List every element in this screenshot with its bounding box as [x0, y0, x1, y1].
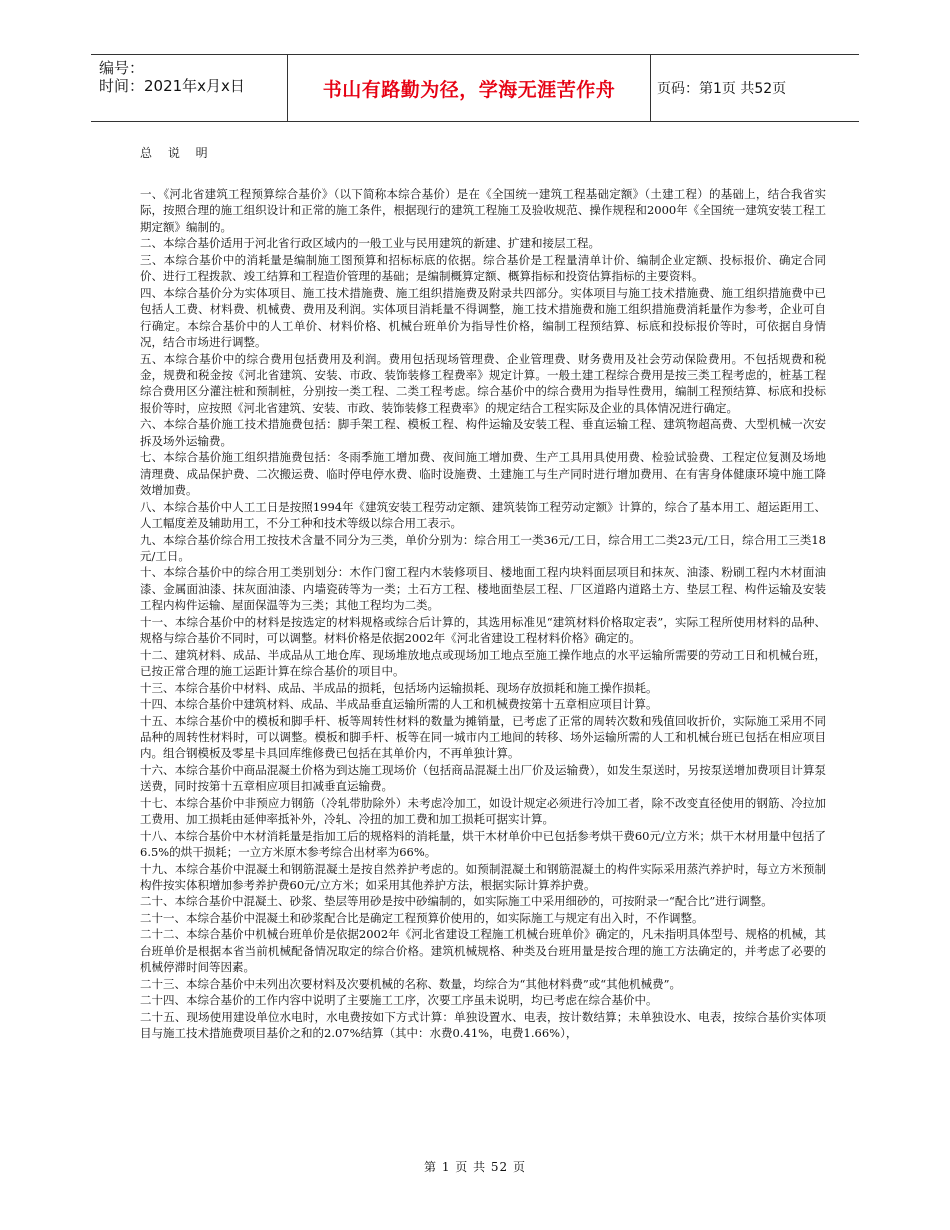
- clause-paragraph: 二十、本综合基价中混凝土、砂浆、垫层等用砂是按中砂编制的，如实际施工中采用细砂的，可按附录一“配合比”进行调整。: [140, 894, 773, 909]
- document-body: [140, 186, 826, 1042]
- clause-paragraph: 十九、本综合基价中混凝土和钢筋混凝土是按自然养护考虑的。如预制混凝土和钢筋混凝土的构件实际采用蒸汽养护时，每立方米预制构件按实体积增加参考养护费60元/立方米；如采用其他养护方法，根据实际计算养护费。: [140, 861, 826, 893]
- clause-paragraph: 十六、本综合基价中商品混凝土价格为到达施工现场价（包括商品混凝土出厂价及运输费），如发生泵送时，另按泵送增加费项目计算泵送费，同时按第十五章相应项目扣减垂直运输费。: [140, 762, 826, 794]
- header-page-info-cell: [657, 55, 857, 121]
- header-meta: [99, 55, 287, 125]
- clause-paragraph: 十三、本综合基价中材料、成品、半成品的损耗，包括场内运输损耗、现场存放损耗和施工操作损耗。: [140, 680, 658, 695]
- clause-paragraph: 十七、本综合基价中非预应力钢筋（冷轧带肋除外）未考虑冷加工，如设计规定必须进行冷加工者，除不改变直径使用的钢筋、冷拉加工费用、加工损耗由延伸率抵补外，冷轧、冷扭的加工费和加工损耗可据实计算。: [140, 795, 826, 827]
- header-motto-cell: [287, 55, 651, 121]
- clause-paragraph: 五、本综合基价中的综合费用包括费用及利润。费用包括现场管理费、企业管理费、财务费用及社会劳动保险费用。不包括规费和税金，规费和税金按《河北省建筑、安装、市政、装饰装修工程费率》规定计算。一般土建工程综合费用是按三类工程考虑的，桩基工程综合费用区分灌注桩和预制桩，分别按一类工程、二类工程考虑。综合基价中的综合费用为指导性费用，编制工程预结算、标底和投标报价等时，应按照《河北省建筑、安装、市政、装饰装修工程费率》的规定结合工程实际及企业的具体情况进行确定。: [140, 351, 826, 415]
- clause-paragraph: 九、本综合基价综合用工按技术含量不同分为三类，单价分别为：综合用工一类36元/工日，综合用工二类23元/工日，综合用工三类18元/工日。: [140, 532, 826, 563]
- clause-paragraph: 十、本综合基价中的综合用工类别划分：木作门窗工程内木装修项目、楼地面工程内块料面层项目和抹灰、油漆、粉刷工程内木材面油漆、金属面油漆、抹灰面油漆、内墙瓷砖等为一类；土石方工程、楼地面垫层工程、厂区道路内道路土方、垫层工程、构件运输及安装工程内构件运输、屋面保温等为三类；其他工程均为二类。: [140, 565, 826, 613]
- header-motto: 书山有路勤为径，学海无涯苦作舟: [322, 78, 616, 101]
- page-header: [91, 54, 859, 122]
- clause-paragraph: 八、本综合基价中人工工日是按照1994年《建筑安装工程劳动定额、建筑装饰工程劳动定额》计算的，综合了基本用工、超运距用工、人工幅度差及辅助用工，不分工种和技术等级以综合用工表示。: [140, 499, 826, 531]
- header-page-info: 页码：第1页 共52页: [657, 81, 787, 97]
- clause-paragraph: 七、本综合基价施工组织措施费包括：冬雨季施工增加费、夜间施工增加费、生产工具用具使用费、检验试验费、工程定位复测及场地清理费、成品保护费、二次搬运费、临时停电停水费、临时设施费、土建施工与生产同时进行增加费用、在有害身体健康环境中施工降效增加费。: [140, 450, 826, 498]
- clause-paragraph: 三、本综合基价中的消耗量是编制施工图预算和招标标底的依据。综合基价是工程量清单计价、编制企业定额、投标报价、确定合同价、进行工程拨款、竣工结算和工程造价管理的基础；是编制概算定额、概算指标和投资估算指标的主要资料。: [140, 252, 826, 284]
- clause-paragraph: 二十四、本综合基价的工作内容中说明了主要施工工序，次要工序虽未说明，均已考虑在综合基价中。: [140, 993, 658, 1008]
- document-time-label: 时间：2021年x月x日: [99, 77, 245, 95]
- clause-paragraph: 六、本综合基价施工技术措施费包括：脚手架工程、模板工程、构件运输及安装工程、垂直运输工程、建筑物超高费、大型机械一次安拆及场外运输费。: [140, 417, 826, 448]
- clause-paragraph: 二十五、现场使用建设单位水电时，水电费按如下方式计算：单独设置水、电表，按计数结算；未单独设水、电表，按综合基价实体项目与施工技术措施费项目基价之和的2.07%结算（其中：水费0.41%，电费1.66%），: [140, 1009, 826, 1041]
- clause-paragraph: 十八、本综合基价中木材消耗量是指加工后的规格料的消耗量，烘干木材单价中已包括参考烘干费60元/立方米；烘干木材用量中包括了6.5%的烘干损耗；一立方米原木参考综合出材率为66%。: [140, 828, 826, 860]
- clause-paragraph: 二十三、本综合基价中未列出次要材料及次要机械的名称、数量，均综合为“其他材料费”或“其他机械费”。: [140, 976, 682, 991]
- clause-paragraph: 四、本综合基价分为实体项目、施工技术措施费、施工组织措施费及附录共四部分。实体项目与施工技术措施费、施工组织措施费中已包括人工费、材料费、机械费、费用及利润。实体项目消耗量不得调整，施工技术措施费和施工组织措施费消耗量作为参考，企业可自行确定。本综合基价中的人工单价、材料价格、机械台班单价为指导性价格，编制工程预结算、标底和投标报价等时，可依据自身情况，结合市场进行调整。: [140, 285, 826, 350]
- clause-paragraph: 二、本综合基价适用于河北省行政区域内的一般工业与民用建筑的新建、扩建和接层工程。: [140, 236, 600, 251]
- clause-paragraph: 十一、本综合基价中的材料是按选定的材料规格或综合后计算的，其选用标准见“建筑材料价格取定表”，实际工程所使用材料的品种、规格与综合基价不同时，可以调整。材料价格是依据2002年《河北省建设工程材料价格》确定的。: [140, 614, 826, 646]
- document-number-label: 编号：: [99, 59, 145, 77]
- page-footer: 第 1 页 共 52 页: [424, 1160, 526, 1174]
- clause-paragraph: 十二、建筑材料、成品、半成品从工地仓库、现场堆放地点或现场加工地点至施工操作地点的水平运输所需要的劳动工日和机械台班，已按正常合理的施工运距计算在综合基价的项目中。: [140, 647, 826, 679]
- clause-paragraph: 二十二、本综合基价中机械台班单价是依据2002年《河北省建设工程施工机械台班单价》确定的，凡未指明具体型号、规格的机械，其台班单价是根据本省当前机械配备情况取定的综合价格。建筑机械规格、种类及台班用量是按合理的施工方法确定的，并考虑了必要的机械停滞时间等因素。: [140, 927, 826, 975]
- document-title: 总 说 明: [140, 146, 214, 160]
- clause-paragraph: 十五、本综合基价中的模板和脚手杆、板等周转性材料的数量为摊销量，已考虑了正常的周转次数和残值回收折价，实际施工采用不同品种的周转性材料时，可以调整。模板和脚手杆、板等在同一城市内工地间的转移、场外运输所需的人工和机械台班已包括在相应项目内。组合钢模板及零星卡具回库维修费已包括在其单价内，不再单独计算。: [140, 713, 826, 761]
- clause-paragraph: 十四、本综合基价中建筑材料、成品、半成品垂直运输所需的人工和机械费按第十五章相应项目计算。: [140, 697, 658, 712]
- clause-paragraph: 二十一、本综合基价中混凝土和砂浆配合比是确定工程预算价使用的，如实际施工与规定有出入时，不作调整。: [140, 910, 704, 925]
- clause-paragraph: 一、《河北省建筑工程预算综合基价》（以下简称本综合基价）是在《全国统一建筑工程基础定额》（土建工程）的基础上，结合我省实际，按照合理的施工组织设计和正常的施工条件，根据现行的建筑工程施工及验收规范、操作规程和2000年《全国统一建筑安装工程工期定额》编制的。: [140, 187, 826, 234]
